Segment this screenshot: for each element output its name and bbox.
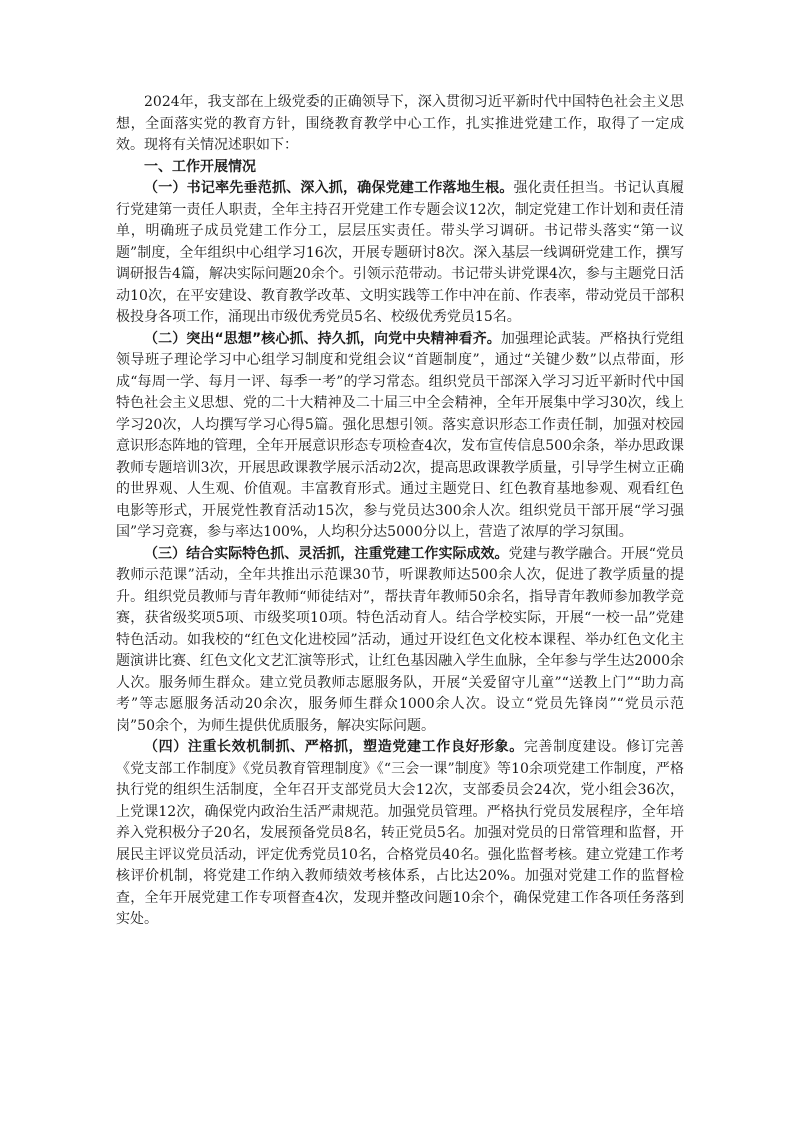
- subsection-title: （三）结合实际特色抓、灵活抓，注重党建工作实际成效。: [144, 545, 509, 562]
- subsection-paragraph: [116, 544, 684, 738]
- subsection-body: 完善制度建设。修订完善《党支部工作制度》《党员教育管理制度》《“三会一课”制度》等10余项党建工作制度，严格执行党的组织生活制度，全年召开支部党员大会12次，支部委员会24次，党小组会36次，上党课12次，确保党内政治生活严肃规范。加强党员管理。严格执行党员发展程序，全年培养入党积极分子20名，发展预备党员8名，转正党员5名。加强对党员的日常管理和监督，开展民主评议党员活动，评定优秀党员10名，合格党员40名。强化监督考核。建立党建工作考核评价机制，将党建工作纳入教师绩效考核体系，占比达20%。加强对党建工作的监督检查，全年开展党建工作专项督查4次，发现并整改问题10余个，确保党建工作各项任务落到实处。: [116, 739, 685, 927]
- subsection-title: （四）注重长效机制抓、严格抓，塑造党建工作良好形象。: [144, 739, 524, 755]
- intro-paragraph: 2024年，我支部在上级党委的正确领导下，深入贯彻习近平新时代中国特色社会主义思想，全面落实党的教育方针，围绕教育教学中心工作，扎实推进党建工作，取得了一定成效。现将有关情况述职如下：: [116, 94, 684, 153]
- section-heading: 一、工作开展情况: [144, 158, 256, 175]
- subsection-body: 强化责任担当。书记认真履行党建第一责任人职责，全年主持召开党建工作专题会议12次，制定党建工作计划和责任清单，明确班子成员党建工作分工，层层压实责任。带头学习调研。书记带头落实“第一议题”制度，全年组织中心组学习16次，开展专题研讨8次。深入基层一线调研党建工作，撰写调研报告4篇，解决实际问题20余个。引领示范带动。书记带头讲党课4次，参与主题党日活动10次，在平安建设、教育教学改革、文明实践等工作中冲在前、作表率，带动党员干部积极投身各项工作，涌现出市级优秀党员5名、校级优秀党员15名。: [116, 180, 685, 325]
- subsection-body: 党建与教学融合。开展“党员教师示范课”活动，全年共推出示范课30节，听课教师达500余人次，促进了教学质量的提升。组织党员教师与青年教师“师徒结对”，帮扶青年教师50余名，指导青年教师参加教学竞赛，获省级奖项5项、市级奖项10项。特色活动育人。结合学校实际，开展“一校一品”党建特色活动。如我校的“红色文化进校园”活动，通过开设红色文化校本课程、举办红色文化主题演讲比赛、红色文化文艺汇演等形式，让红色基因融入学生血脉，全年参与学生达2000余人次。服务师生群众。建立党员教师志愿服务队，开展“关爱留守儿童”“送教上门”“助力高考”等志愿服务活动20余次，服务师生群众1000余人次。设立“党员先锋岗”“党员示范岗”50余个，为师生提供优质服务，解决实际问题。: [116, 545, 684, 734]
- subsection-title: （一）书记率先垂范抓、深入抓，确保党建工作落地生根。: [144, 180, 514, 196]
- document-page: [116, 92, 684, 931]
- subsection-paragraph: [116, 329, 684, 544]
- subsection-paragraph: [116, 737, 684, 931]
- subsection-title: （二）突出“思想”核心抓、持久抓，向党中央精神看齐。: [144, 330, 501, 347]
- subsection-body: 加强理论武装。严格执行党组领导班子理论学习中心组学习制度和党组会议“首题制度”，通过“关键少数”以点带面，形成“每周一学、每月一评、每季一考”的学习常态。组织党员干部深入学习习近平新时代中国特色社会主义思想、党的二十大精神及二十届三中全会精神，全年开展集中学习30次，线上学习20次，人均撰写学习心得5篇。强化思想引领。落实意识形态工作责任制，加强对校园意识形态阵地的管理，全年开展意识形态专项检查4次，发布宣传信息500余条，举办思政课教师专题培训3次，开展思政课教学展示活动2次，提高思政课教学质量，引导学生树立正确的世界观、人生观、价值观。丰富教育形式。通过主题党日、红色教育基地参观、观看红色电影等形式，开展党性教育活动15次，参与党员达300余人次。组织党员干部开展“学习强国”学习竞赛，参与率达100%，人均积分达5000分以上，营造了浓厚的学习氛围。: [116, 330, 685, 540]
- subsection-paragraph: [116, 178, 684, 329]
